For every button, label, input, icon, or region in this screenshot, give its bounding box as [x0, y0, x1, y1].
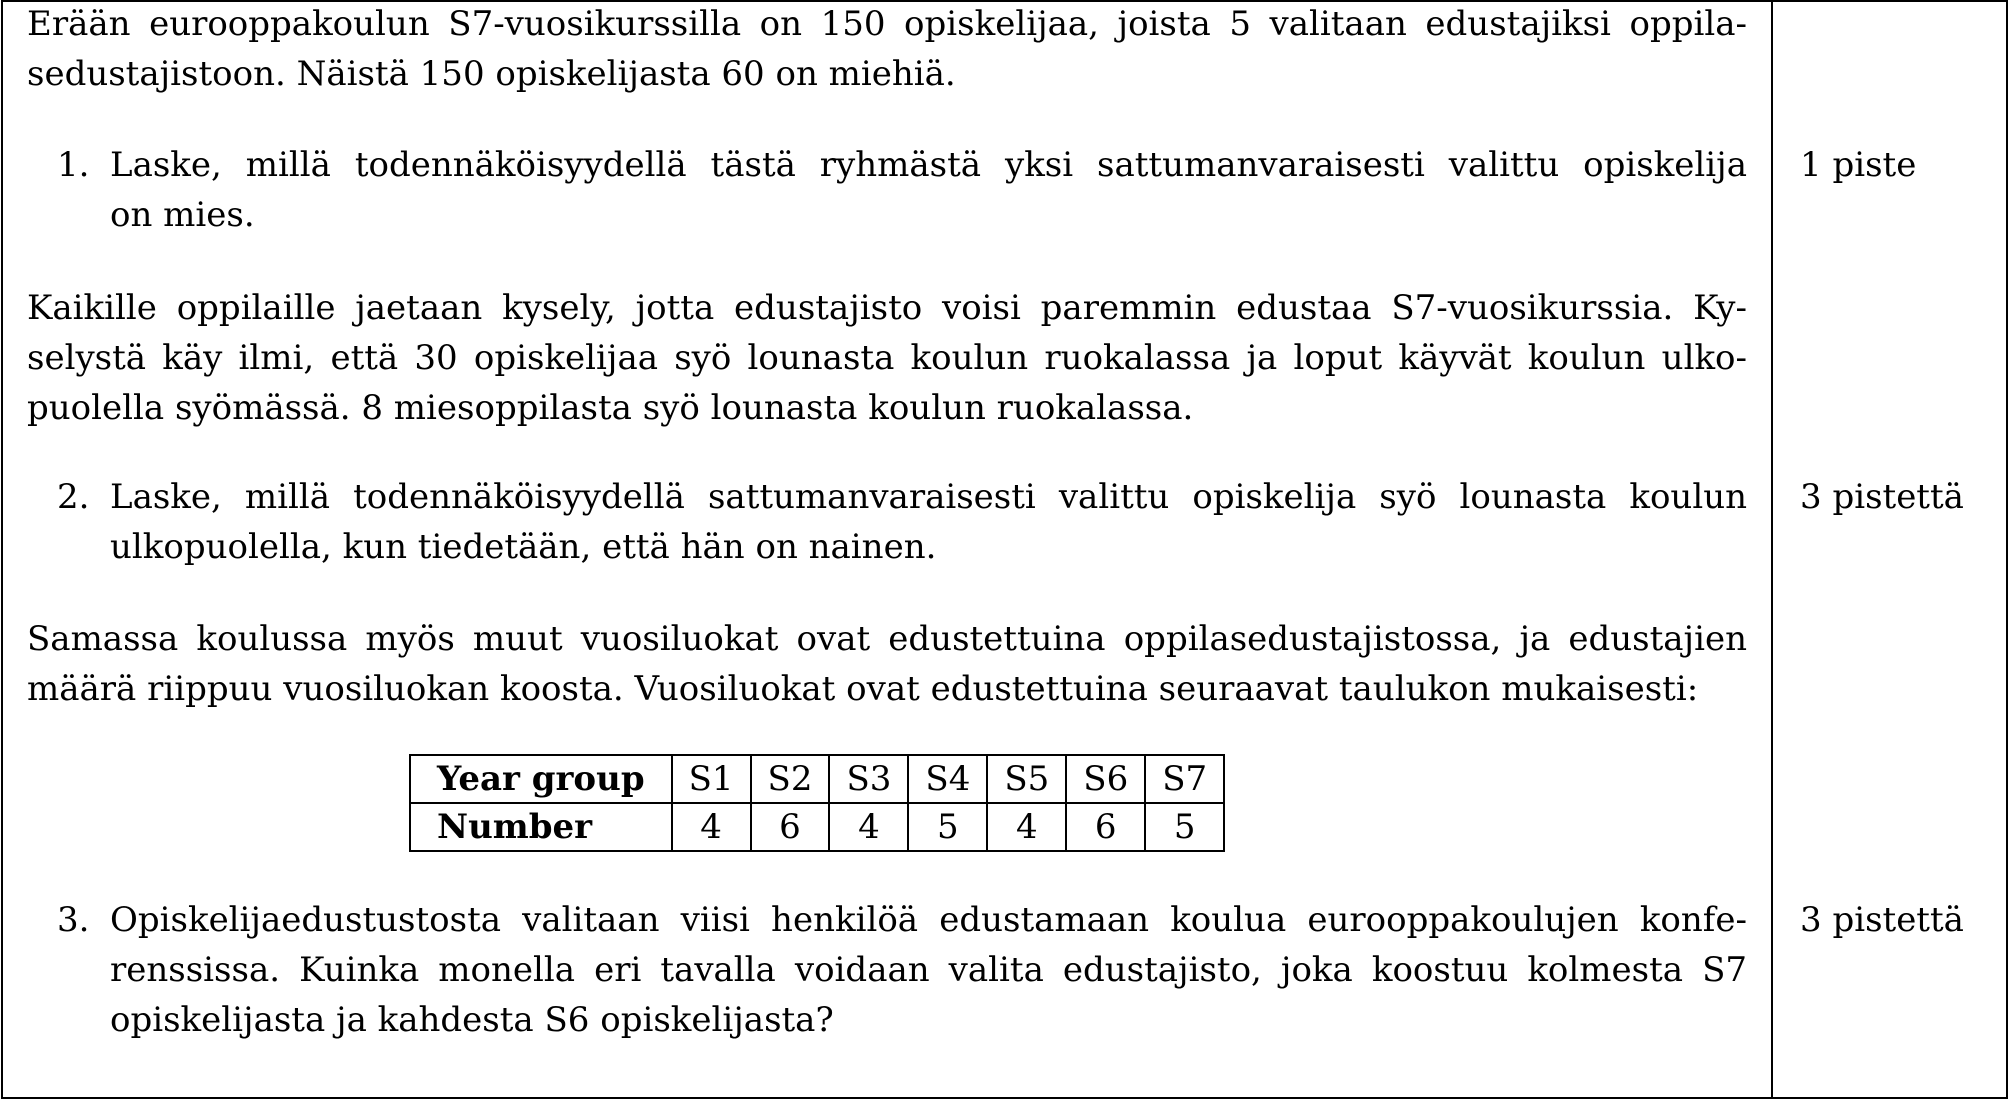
year-group-cell: S6: [1066, 755, 1145, 803]
question-3-text: [110, 895, 1747, 1045]
intro-paragraph: [27, 0, 1747, 99]
year-group-cell: S5: [987, 755, 1066, 803]
number-cell: 6: [1066, 803, 1145, 851]
number-cell: 5: [1145, 803, 1224, 851]
question-3-number: 3.: [57, 900, 90, 940]
intro-line-1: Erään eurooppakoulun S7-vuosikurssilla on 150 opiskelijaa, joista 5 valitaan edustajiksi oppila-: [27, 4, 1747, 44]
year-group-cell: S2: [751, 755, 830, 803]
question-3-line-1: Opiskelijaedustustosta valitaan viisi henkilöä edustamaan koulua eurooppakoulujen konfe-: [110, 900, 1747, 940]
question-1-number: 1.: [57, 145, 90, 185]
year-groups-line-2: määrä riippuu vuosiluokan koosta. Vuosiluokat ovat edustettuina seuraavat taulukon mukaisesti:: [27, 669, 1699, 709]
year-groups-paragraph: [27, 614, 1747, 714]
year-group-cell: S4: [908, 755, 987, 803]
survey-line-1: Kaikille oppilaille jaetaan kysely, jotta edustajisto voisi paremmin edustaa S7-vuosikurssia. Ky-: [27, 288, 1747, 328]
question-2-text: [110, 472, 1747, 572]
question-3-line-3: opiskelijasta ja kahdesta S6 opiskelijasta?: [110, 1000, 834, 1040]
question-2-line-2: ulkopuolella, kun tiedetään, että hän on nainen.: [110, 527, 937, 567]
question-2-points: 3 pistettä: [1800, 477, 1964, 517]
year-group-cell: S1: [672, 755, 751, 803]
question-3-points: 3 pistettä: [1800, 900, 1964, 940]
question-2-line-1: Laske, millä todennäköisyydellä sattumanvaraisesti valittu opiskelija syö lounasta koulun: [110, 477, 1747, 517]
table-row-year-group: [410, 755, 1224, 803]
year-group-table: [409, 754, 1225, 852]
question-1-points: 1 piste: [1800, 145, 1917, 185]
intro-line-2: sedustajistoon. Näistä 150 opiskelijasta 60 on miehiä.: [27, 54, 956, 94]
survey-line-3: puolella syömässä. 8 miesoppilasta syö lounasta koulun ruokalassa.: [27, 388, 1194, 428]
question-1-line-2: on mies.: [110, 195, 255, 235]
question-1-line-1: Laske, millä todennäköisyydellä tästä ryhmästä yksi sattumanvaraisesti valittu opiskelija: [110, 145, 1747, 185]
survey-line-2: selystä käy ilmi, että 30 opiskelijaa syö lounasta koulun ruokalassa ja loput käyvät koulun ulko-: [27, 338, 1747, 378]
survey-paragraph: [27, 283, 1747, 433]
number-cell: 6: [751, 803, 830, 851]
number-cell: 5: [908, 803, 987, 851]
number-cell: 4: [672, 803, 751, 851]
number-cell: 4: [829, 803, 908, 851]
question-3-line-2: renssissa. Kuinka monella eri tavalla voidaan valita edustajisto, joka koostuu kolmesta S7: [110, 950, 1747, 990]
year-groups-line-1: Samassa koulussa myös muut vuosiluokat ovat edustettuina oppilasedustajistossa, ja edustajien: [27, 619, 1747, 659]
question-2-number: 2.: [57, 477, 90, 517]
table-row-number: [410, 803, 1224, 851]
question-1-text: [110, 140, 1747, 240]
points-column-divider: [1771, 0, 1773, 1099]
number-header: Number: [410, 803, 672, 851]
year-group-header: Year group: [410, 755, 672, 803]
year-group-cell: S7: [1145, 755, 1224, 803]
number-cell: 4: [987, 803, 1066, 851]
year-group-cell: S3: [829, 755, 908, 803]
